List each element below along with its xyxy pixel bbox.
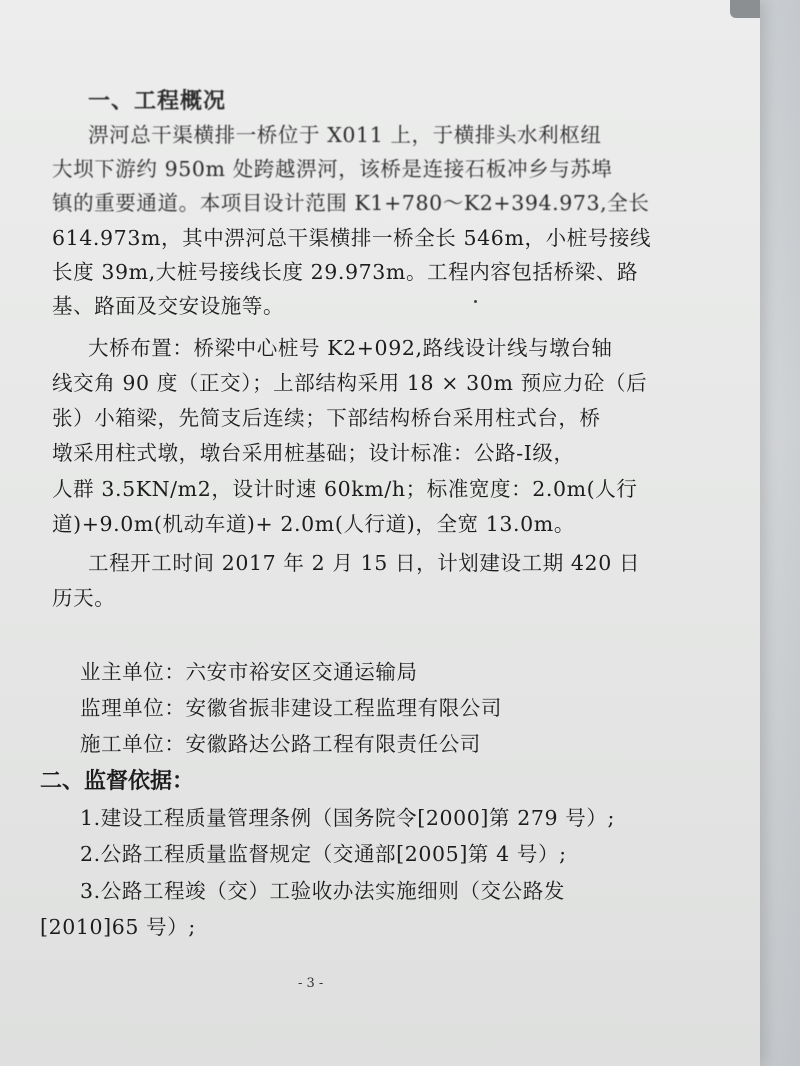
basis-item-3: 3.公路工程竣（交）工验收办法实施细则（交公路发 [80, 879, 565, 903]
basis-item-1: 1.建设工程质量管理条例（国务院令[2000]第 279 号）; [80, 806, 615, 830]
supervisor-unit: 监理单位：安徽省振非建设工程监理有限公司 [80, 696, 502, 720]
paragraph-3-line-2: 历天。 [52, 586, 116, 610]
basis-item-3-continued: [2010]65 号）; [40, 915, 196, 939]
basis-item-2: 2.公路工程质量监督规定（交通部[2005]第 4 号）; [80, 842, 567, 866]
paragraph-1-line-1: 淠河总干渠横排一桥位于 X011 上，于横排头水利枢纽 [88, 123, 602, 147]
paragraph-2-line-2: 线交角 90 度（正交）；上部结构采用 18 × 30m 预应力砼（后 [52, 371, 648, 395]
paragraph-2-line-6: 道)+9.0m(机动车道)+ 2.0m(人行道)，全宽 13.0m。 [52, 512, 575, 536]
section-2-title: 二、监督依据： [40, 768, 195, 794]
page-number: - 3 - [298, 976, 324, 991]
paragraph-2-line-1: 大桥布置：桥梁中心桩号 K2+092,路线设计线与墩台轴 [88, 336, 613, 360]
paragraph-1-line-6: 基、路面及交安设施等。 [52, 294, 285, 318]
paragraph-3-line-1: 工程开工时间 2017 年 2 月 15 日，计划建设工期 420 日 [88, 551, 641, 575]
paragraph-1-line-2: 大坝下游约 950m 处跨越淠河，该桥是连接石板冲乡与苏埠 [52, 157, 613, 181]
owner-unit: 业主单位：六安市裕安区交通运输局 [80, 660, 418, 684]
contractor-unit: 施工单位：安徽路达公路工程有限责任公司 [80, 732, 481, 756]
paragraph-2-line-5: 人群 3.5KN/m2，设计时速 60km/h；标准宽度：2.0m(人行 [52, 477, 638, 501]
ink-speck [474, 300, 477, 303]
paragraph-1-line-4: 614.973m，其中淠河总干渠横排一桥全长 546m，小桩号接线 [52, 226, 652, 250]
paragraph-2-line-3: 张）小箱梁，先简支后连续；下部结构桥台采用柱式台，桥 [52, 406, 601, 430]
paragraph-1-line-3: 镇的重要通道。本项目设计范围 K1+780～K2+394.973,全长 [52, 191, 650, 215]
section-1-title: 一、工程概况 [88, 88, 227, 114]
paragraph-2-line-4: 墩采用柱式墩，墩台采用桩基础；设计标准：公路-Ⅰ级， [52, 441, 575, 465]
paragraph-1-line-5: 长度 39m,大桩号接线长度 29.973m。工程内容包括桥梁、路 [52, 260, 639, 284]
